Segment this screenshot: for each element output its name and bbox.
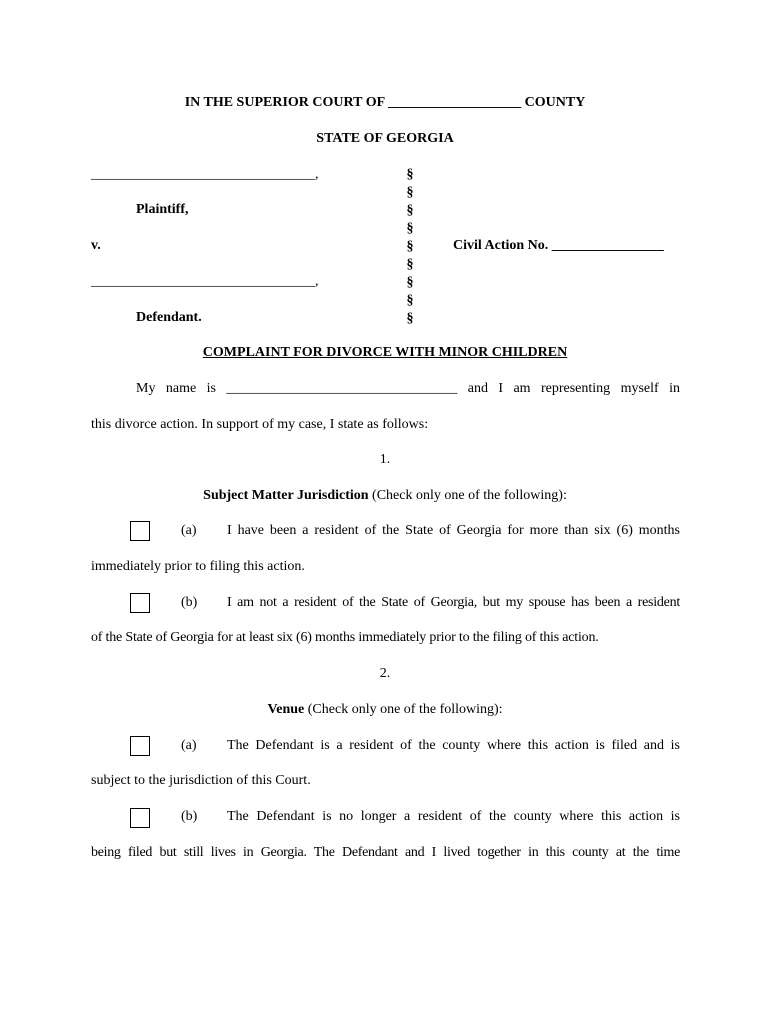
jurisdiction-option-a-checkbox[interactable] <box>130 521 150 541</box>
venue-option-b-text-cont: being filed but still lives in Georgia. The Defendant and I lived together in this county at the time <box>91 845 680 860</box>
state-heading: STATE OF GEORGIA <box>316 131 454 146</box>
section-mark: § <box>406 311 414 326</box>
jurisdiction-option-a-text-cont: immediately prior to filing this action. <box>91 559 305 574</box>
section-mark: § <box>406 257 414 272</box>
jurisdiction-option-b-letter: (b) <box>181 595 198 610</box>
venue-option-b-letter: (b) <box>181 809 198 824</box>
paragraph-number-1: 1. <box>379 452 391 467</box>
jurisdiction-heading-bold: Subject Matter Jurisdiction <box>203 488 369 503</box>
section-mark: § <box>406 275 414 290</box>
jurisdiction-option-b-text: I am not a resident of the State of Georgia, but my spouse has been a resident <box>227 595 680 610</box>
plaintiff-label: Plaintiff, <box>136 202 189 217</box>
paragraph-number-2: 2. <box>379 666 391 681</box>
defendant-name-blank[interactable]: ________________________________, <box>91 274 319 289</box>
venue-option-a-text: The Defendant is a resident of the county where this action is filed and is <box>227 738 680 753</box>
court-heading: IN THE SUPERIOR COURT OF ___________________ COUNTY <box>184 95 586 110</box>
complaint-title: COMPLAINT FOR DIVORCE WITH MINOR CHILDREN <box>202 345 568 360</box>
section-mark: § <box>406 185 414 200</box>
venue-heading-bold: Venue <box>267 702 305 717</box>
section-mark: § <box>406 239 414 254</box>
civil-action-number[interactable]: Civil Action No. ________________ <box>453 238 664 253</box>
venue-option-a-checkbox[interactable] <box>130 736 150 756</box>
jurisdiction-heading <box>0 488 770 504</box>
intro-line-2: this divorce action. In support of my case, I state as follows: <box>91 417 429 432</box>
venue-heading-instruction: (Check only one of the following): <box>304 702 503 717</box>
jurisdiction-option-b-checkbox[interactable] <box>130 593 150 613</box>
venue-option-b-text: The Defendant is no longer a resident of the county where this action is <box>227 809 680 824</box>
jurisdiction-option-b-text-cont: of the State of Georgia for at least six (6) months immediately prior to the filing of this action. <box>91 630 599 645</box>
venue-option-b-checkbox[interactable] <box>130 808 150 828</box>
intro-line-1: My name is _________________________________ and I am representing myself in <box>136 381 680 396</box>
venue-option-a-text-cont: subject to the jurisdiction of this Court. <box>91 773 311 788</box>
jurisdiction-option-a-letter: (a) <box>181 523 197 538</box>
venue-heading <box>0 702 770 718</box>
venue-option-a-letter: (a) <box>181 738 197 753</box>
jurisdiction-option-a-text: I have been a resident of the State of Georgia for more than six (6) months <box>227 523 680 538</box>
versus-label: v. <box>91 238 101 253</box>
jurisdiction-heading-instruction: (Check only one of the following): <box>368 488 567 503</box>
plaintiff-name-blank[interactable]: ________________________________, <box>91 167 319 182</box>
defendant-label: Defendant. <box>136 310 202 325</box>
section-mark: § <box>406 293 414 308</box>
section-mark: § <box>406 221 414 236</box>
section-mark: § <box>406 203 414 218</box>
section-mark: § <box>406 167 414 182</box>
